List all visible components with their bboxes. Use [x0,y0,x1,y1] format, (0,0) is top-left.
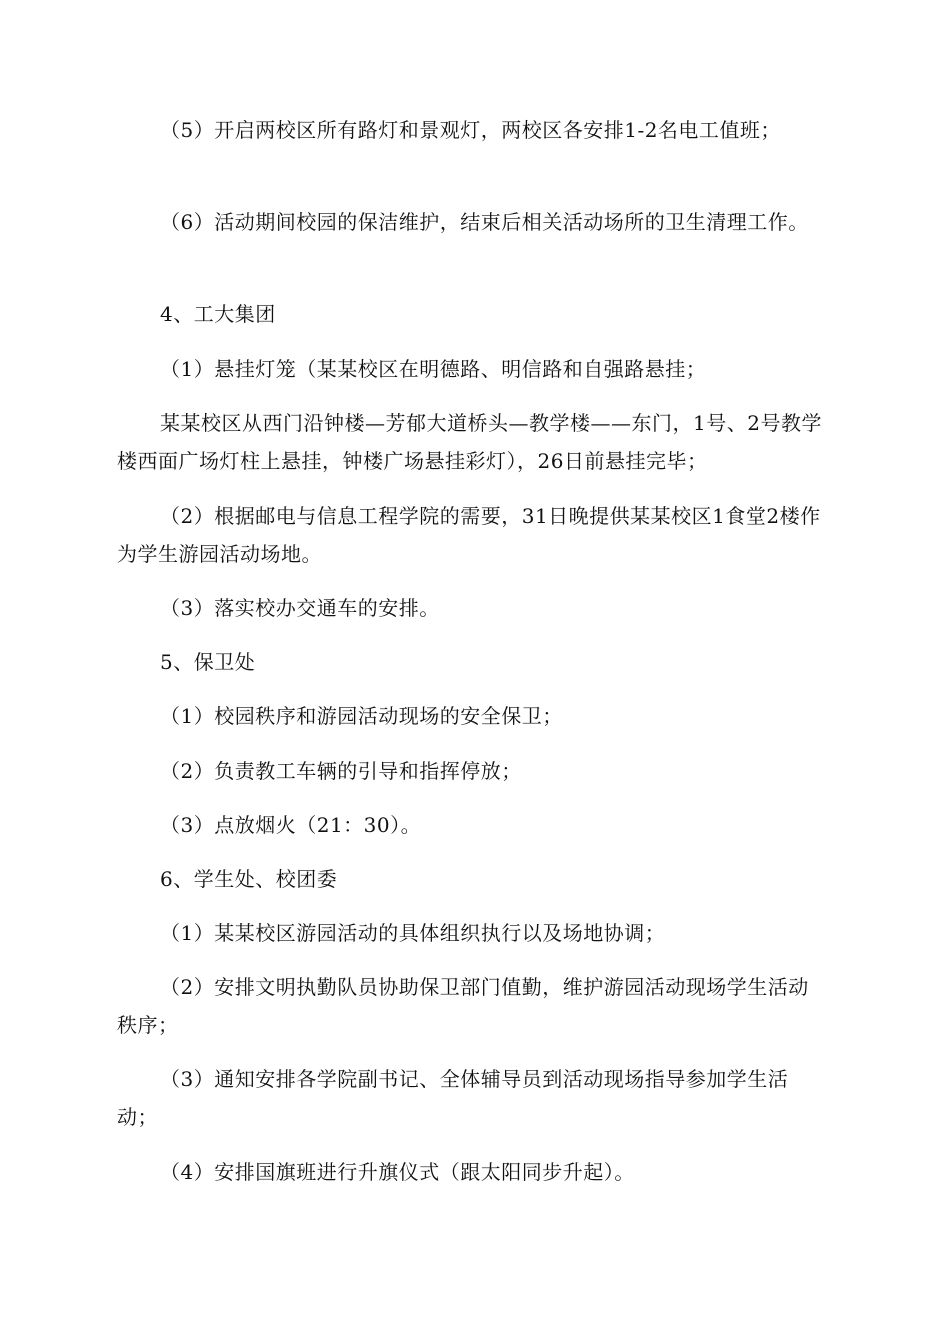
section-heading-4: 4、工大集团 [160,302,276,326]
paragraph-security: （1）校园秩序和游园活动现场的安全保卫； [160,704,563,728]
paragraph-organization: （1）某某校区游园活动的具体组织执行以及场地协调； [160,921,666,945]
paragraph-flag-raising: （4）安排国旗班进行升旗仪式（跟太阳同步升起）。 [160,1160,635,1184]
paragraph-lantern-route: 某某校区从西门沿钟楼—芳郁大道桥头—教学楼——东门，1号、2号教学楼西面广场灯柱上悬挂，钟楼广场悬挂彩灯），26日前悬挂完毕； [117,411,822,473]
paragraph-lanterns: （1）悬挂灯笼（某某校区在明德路、明信路和自强路悬挂； [160,357,707,381]
section-heading-6: 6、学生处、校团委 [160,867,338,891]
paragraph-canteen-venue: （2）根据邮电与信息工程学院的需要，31日晚提供某某校区1食堂2楼作为学生游园活动场地。 [117,504,821,566]
paragraph-parking: （2）负责教工车辆的引导和指挥停放； [160,759,522,783]
paragraph-counselors: （3）通知安排各学院副书记、全体辅导员到活动现场指导参加学生活动； [117,1067,789,1129]
paragraph-shuttle: （3）落实校办交通车的安排。 [160,596,440,620]
paragraph-item-6-cleaning: （6）活动期间校园的保洁维护，结束后相关活动场所的卫生清理工作。 [160,210,809,234]
paragraph-fireworks: （3）点放烟火（21：30）。 [160,813,422,837]
paragraph-item-5-lights: （5）开启两校区所有路灯和景观灯，两校区各安排1-2名电工值班； [160,118,781,142]
section-heading-5: 5、保卫处 [160,650,256,674]
paragraph-duty-team: （2）安排文明执勤队员协助保卫部门值勤，维护游园活动现场学生活动秩序； [117,975,809,1037]
